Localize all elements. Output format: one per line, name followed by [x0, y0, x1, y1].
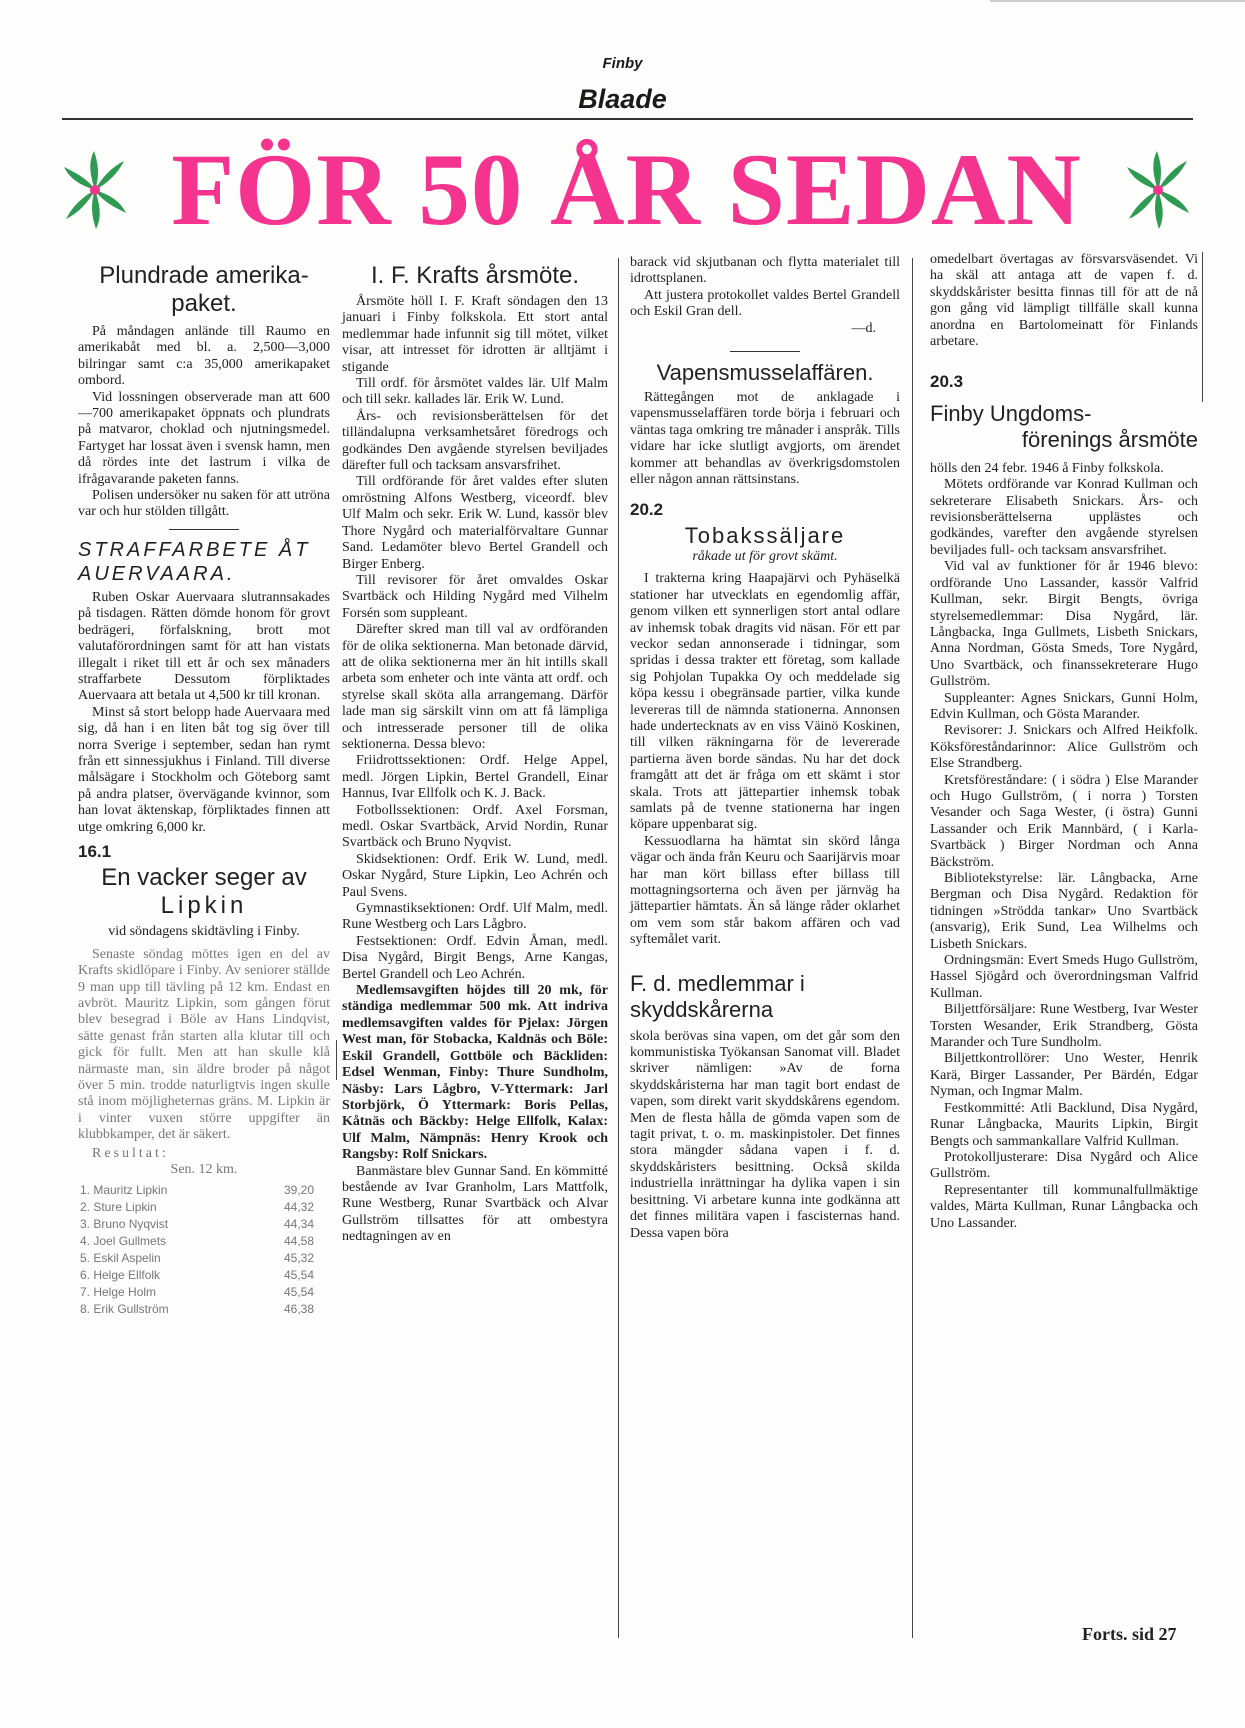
paragraph: Skidsektionen: Ordf. Erik W. Lund, medl. Oskar Nygård, Sture Lipkin, Leo Achrén och Paul Svens. — [342, 851, 608, 900]
paragraph: Årsmöte höll I. F. Kraft söndagen den 13 januari i Finby folkskola. Ett stort antal medlemmar hade infunnit sig till mötet, vilket visar, att intresset för idrotten är alltjämt i stigande — [342, 294, 608, 375]
result-time: 45,54 — [283, 1285, 314, 1300]
article-heading: En vacker seger av — [101, 864, 307, 892]
article-heading: paket. — [171, 290, 237, 317]
divider — [730, 351, 800, 352]
paragraph: Festsektionen: Ordf. Edvin Åman, medl. Disa Nygård, Birgit Bengs, Arne Kangas, Bertel Grandell och Leo Achrén. — [342, 933, 608, 982]
paragraph: Rättegången mot de anklagade i vapensmusselaffären torde börja i februari och väntas taga omkring tre månader i anspråk. Tills vidare har icke slutligt avgjorts, om ärendet kommer att behandlas av överkrigsdomstolen eller någon annan rättsinstans. — [630, 390, 900, 488]
result-row — [78, 1199, 330, 1216]
result-name: 2. Sture Lipkin — [80, 1200, 157, 1215]
article-heading: STRAFFARBETE ÅT AUERVAARA. — [78, 538, 311, 585]
results-table — [78, 1182, 330, 1318]
column-rule — [618, 258, 619, 1638]
article-subheading: råkade ut för grovt skämt. — [692, 548, 838, 564]
result-name: 4. Joel Gullmets — [80, 1234, 167, 1249]
date-label: 20.3 — [930, 372, 964, 392]
results-subtitle: Sen. 12 km. — [170, 1162, 238, 1178]
paragraph: Biljettkontrollörer: Uno Wester, Henrik Karä, Birger Lassander, Per Bärdén, Edgar Nyman, och Ingmar Malm. — [930, 1051, 1198, 1100]
result-name: 5. Eskil Aspelin — [80, 1251, 161, 1266]
article-heading: Tobakssäljare — [684, 522, 846, 548]
article-heading: Lipkin — [160, 892, 248, 920]
article-heading: I. F. Krafts årsmöte. — [370, 262, 580, 289]
result-time: 39,20 — [283, 1183, 314, 1198]
masthead-title: Blaade — [578, 84, 667, 114]
result-time: 45,54 — [283, 1268, 314, 1283]
headline-bar — [60, 132, 1193, 247]
paragraph: Revisorer: J. Snickars och Alfred Heikfolk. Köksföreståndarinnor: Alice Gullström och Else Strandberg. — [930, 723, 1198, 772]
flower-icon — [60, 145, 130, 235]
signature: —d. — [851, 320, 876, 336]
paragraph: barack vid skjutbanan och flytta materialet till idrottsplanen. — [630, 255, 900, 287]
paragraph: Friidrottssektionen: Ordf. Helge Appel, medl. Jörgen Lipkin, Bertel Grandell, Einar Hannus, Ivar Ellfolk och K. J. Back. — [342, 753, 608, 802]
paragraph: Mötets ordförande var Konrad Kullman och sekreterare Elisabeth Snickars. Års- och revisionsberättelserna upplästes och godkändes, varefter den avgående styrelsen beviljades full- och tacksam ansvarsfrihet. — [930, 477, 1198, 558]
paragraph: Polisen undersöker nu saken för att utröna var och hur stölden tillgått. — [78, 488, 330, 520]
result-name: 7. Helge Holm — [80, 1285, 157, 1300]
result-time: 45,32 — [283, 1251, 314, 1266]
paragraph: skola berövas sina vapen, om det går som den kommunistiska Työkansan Sanomat vill. Bladet skriver nämligen: »Av de forna skyddskåristerna har man tagit bort endast de vapen, som direkt varit skyddskårens egendom. Men de flesta hålla de gömda vapen som de tagit privat, t. o. m. maskinpistoler. Det finnes stora mängder sådana vapen i f. d. skyddskåristers besittning. Också skilda industriella inrättningar ha dylika vapen i sin besittning. Vi arbetare kunna inte godkänna att det finnes militära vapen i fascisternas hand. Dessa vapen böra — [630, 1028, 900, 1241]
paragraph: hölls den 24 febr. 1946 å Finby folkskola. — [930, 460, 1164, 476]
paragraph: Till revisorer för året omvaldes Oskar Svartbäck och Hilding Nygård med Vilhelm Forsén som suppleant. — [342, 572, 608, 621]
flower-icon — [1123, 145, 1193, 235]
article-heading: F. d. medlemmar i skyddskårerna — [630, 970, 805, 1022]
masthead-rule — [62, 118, 1193, 120]
column-3 — [630, 255, 900, 1242]
column-1 — [78, 262, 330, 1318]
paragraph: Kretsföreståndare: ( i södra ) Else Marander och Hugo Gullström, ( i norra ) Torsten Vesander och Saga Wester, (i östra) Gunni Lassander och Erik Mannbärd, ( i Karla-Svartbäck ) Birger Nordman och Anna Bäckström. — [930, 772, 1198, 870]
column-2 — [342, 262, 608, 1246]
result-time: 44,58 — [283, 1234, 314, 1249]
column-rule — [1202, 252, 1203, 402]
article-heading: Vapensmusselaffären. — [656, 360, 874, 386]
paragraph: På måndagen anlände till Raumo en amerikabåt med bl. a. 2,500—3,000 bilringar samt c:a 35,000 amerikapaket ombord. — [78, 324, 330, 389]
results-title: Resultat: — [92, 1145, 169, 1161]
column-4 — [930, 252, 1198, 1232]
result-row — [78, 1216, 330, 1233]
result-name: 8. Erik Gullström — [80, 1302, 169, 1317]
paragraph: Kessuodlarna ha hämtat sin skörd långa vägar och ända från Keuru och Saarijärvis moar har man kört billass efter billass till mottagningsorterna och även per järnväg ha jättepartier hämtats. Än så länge råder oklarhet om vem som står bakom affären och vad syftemålet varit. — [630, 833, 900, 948]
result-row — [78, 1301, 330, 1318]
article-heading: Finby Ungdoms- — [930, 400, 1092, 426]
paragraph: Minst så stort belopp hade Auervaara med sig, då han i en liten båt tog sig över till norra Sverige i september, sedan han rymt från ett sinnessjukhus i Finland. Till diverse målsägare i Stockholm och Göteborg samt på andra platser, övervägande kvinnor, som han lovat äktenskap, förpliktades finnen att utge omkring 6,000 kr. — [78, 704, 330, 835]
result-time: 44,32 — [283, 1200, 314, 1215]
result-name: 6. Helge Ellfolk — [80, 1268, 161, 1283]
paragraph: Senaste söndag möttes igen en del av Krafts skidlöpare i Finby. Av seniorer ställde 9 man upp till tävling på 12 km. Endast en avbröt. Mauritz Lipkin, som gången förut blev besegrad i Böle av Hans Lindqvist, sätte genast från starten alla klutar till och gick för fullt. Men att han skulle klå närmaste man, sin äldre broder på något över 5 min. trodde naturligtvis ingen skulle stå inom möjligheternas gräns. M. Lipkin är i vinter vuxen större uppgifter än klubbkamper, det är säkert. — [78, 946, 330, 1143]
divider — [169, 529, 239, 530]
headline-title: FÖR 50 ÅR SEDAN — [171, 132, 1082, 247]
paragraph: Festkommitté: Atli Backlund, Disa Nygård, Runar Långbacka, Maurits Lipkin, Birgit Bengts och sammankallare Valfrid Kullman. — [930, 1100, 1198, 1149]
paragraph: Till ordförande för året valdes efter sluten omröstning Alfons Westberg, viceordf. blev Ulf Malm och sekr. Erik W. Lund, kassör blev Thore Nygård och materialförvaltare Gunnar Sand. Ledamöter blevo Bertel Grandell och Birger Enberg. — [342, 474, 608, 572]
paragraph: Vid val av funktioner för år 1946 blevo: ordförande Uno Lassander, kassör Valfrid Kullman, sekr. Birgit Bengts, övriga styrelsemedlemmar: Disa Nygård, lär. Långbacka, Inga Gullmets, Lisbeth Snickars, Anna Nordman, Gösta Smeds, Tore Nygård, Uno Svartbäck, och finanssekreterare Hugo Gullström. — [930, 559, 1198, 690]
masthead-small: Finby — [602, 55, 643, 72]
result-row — [78, 1250, 330, 1267]
paragraph: Gymnastiksektionen: Ordf. Ulf Malm, medl. Rune Westberg och Lars Lågbro. — [342, 901, 608, 933]
result-name: 3. Bruno Nyqvist — [80, 1217, 169, 1232]
paragraph: Därefter skred man till val av ordföranden för de olika sektionerna. Man betonade därvid, att de olika sektionerna mer än hit intills skall arbeta som enheter och inte vänta att ordf. och styrelse skall sköta alla arrangemang. Därför lade man sig särskilt vinn om att få lämpliga och intresserade personer till de olika sektionerna. Dessa blevo: — [342, 622, 608, 752]
paragraph: Biljettförsäljare: Rune Westberg, Ivar Wester Torsten Wesander, Erik Strandberg, Gösta Marander och Ture Sundholm. — [930, 1002, 1198, 1051]
column-rule — [912, 258, 913, 1638]
paragraph: Fotbollssektionen: Ordf. Axel Forsman, medl. Oskar Svartbäck, Arvid Nordin, Runar Svartbäck och Bruno Nyqvist. — [342, 802, 608, 851]
article-heading: Plundrade amerika- — [99, 262, 309, 289]
result-row — [78, 1267, 330, 1284]
result-row — [78, 1182, 330, 1199]
paragraph: omedelbart övertagas av försvarsväsendet. Vi ha skäl att antaga att de vapen f. d. skyddskårister besitta finnas till för att de nå gon gång vid lämpligt tillfälle skall kunna anordna en Bartolomeinatt för Finlands arbetare. — [930, 252, 1198, 350]
result-row — [78, 1233, 330, 1250]
result-name: 1. Mauritz Lipkin — [80, 1183, 168, 1198]
paragraph: Ordningsmän: Evert Smeds Hugo Gullström, Hassel Sjögård och överordningsman Valfrid Kullman. — [930, 953, 1198, 1001]
top-edge-line — [990, 0, 1245, 2]
paragraph: Års- och revisionsberättelsen för det tilländalupna verksamhetsåret föredrogs och godkändes Den avgående styrelsen beviljades därefter full och tacksam ansvarsfrihet. — [342, 408, 608, 474]
result-time: 46,38 — [283, 1302, 314, 1317]
continued-note: Forts. sid 27 — [1082, 1624, 1177, 1644]
paragraph: Representanter till kommunalfullmäktige valdes, Märta Kullman, Runar Långbacka och Uno Lassander. — [930, 1182, 1198, 1231]
column-rule — [336, 1040, 337, 1080]
date-label: 20.2 — [630, 500, 664, 520]
result-row — [78, 1284, 330, 1301]
result-time: 44,34 — [283, 1217, 314, 1232]
paragraph: I trakterna kring Haapajärvi och Pyhäselkä stationer har utvecklats en egendomlig affär, genom vilken ett synnerligen stort antal odlare av inhemsk tobak dragits vid näsan. För ett par veckor sedan annonserade i tidningar, som spridas i dessa trakter ett företag, som kallade sig Pohjolan Tupakka Oy och meddelade sig köpa kessu i obegränsade partier, vilka kunde levereras till de nämnda stationerna. Annonsen hade undertecknats av en viss Väinö Koskinen, till vilken räkningarna för de levererade partierna även borde sändas. Nu har det dock framgått att det är fråga om ett skämt i stor skala. Trots att jättepartier inhemsk tobak samlats på de tvenne stationerna har ingen köpare uppenbarat sig. — [630, 571, 900, 833]
paragraph: Bibliotekstyrelse: lär. Långbacka, Arne Bergman och Disa Nygård. Redaktion för tidningen »Strödda tankar» Uno Svartbäck (ansvarig), Erik Sund, Lea Wilhelms och Lisbeth Snickars. — [930, 871, 1198, 952]
paragraph: Att justera protokollet valdes Bertel Grandell och Eskil Gran dell. — [630, 287, 900, 320]
paragraph: Till ordf. för årsmötet valdes lär. Ulf Malm och till sekr. kallades lär. Erik W. Lund. — [342, 376, 608, 408]
article-subheading: vid söndagens skidtävling i Finby. — [108, 924, 300, 940]
paragraph: Banmästare blev Gunnar Sand. En kömmitté bestående av Ivar Granholm, Lars Mattfolk, Rune Westberg, Runar Svartbäck och Alvar Gullström tillsattes för att ombestyra nedtagningen av en — [342, 1163, 608, 1245]
paragraph: Suppleanter: Agnes Snickars, Gunni Holm, Edvin Kullman, och Gösta Marander. — [930, 690, 1198, 722]
date-label: 16.1 — [78, 841, 112, 861]
article-heading: förenings årsmöte — [1021, 426, 1198, 452]
paragraph: Vid lossningen observerade man att 600—700 amerikapaket öppnats och plundrats på matvaror, choklad och njutningsmedel. Fartyget har lossat även i svensk hamn, men då rördes inte det lastrum i vilka de ifrågavarande paketen fanns. — [78, 389, 330, 487]
paragraph: Protokolljusterare: Disa Nygård och Alice Gullström. — [930, 1149, 1198, 1182]
paragraph: Ruben Oskar Auervaara slutrannsakades på tisdagen. Rätten dömde honom för grovt bedrägeri, förfalskning, brott mot valutaförordningen samt för att han vistats illegalt i riket till ett år och sex månaders straffarbete Dessutom förpliktades Auervaara att betala ut 4,500 kr till kronan. — [78, 589, 330, 704]
paragraph: Medlemsavgiften höjdes till 20 mk, för ständiga medlemmar 500 mk. Att indriva medlemsavgiften valdes för Pjelax: Jörgen West man, för Stobacka, Kaldnäs och Böle: Eskil Grandell, Gottböle och Bäckliden: Edsel Wenman, Finby: Thure Sundholm, Näsby: Lars Lågbro, V-Yttermark: Jarl Storbjörk, Ö Yttermark: Boris Pellas, Kåtnäs och Bäckby: Helge Ellfolk, Kalax: Ulf Malm, Nämpnäs: Henry Krook och Rangsby: Rolf Snickars. — [342, 983, 608, 1163]
